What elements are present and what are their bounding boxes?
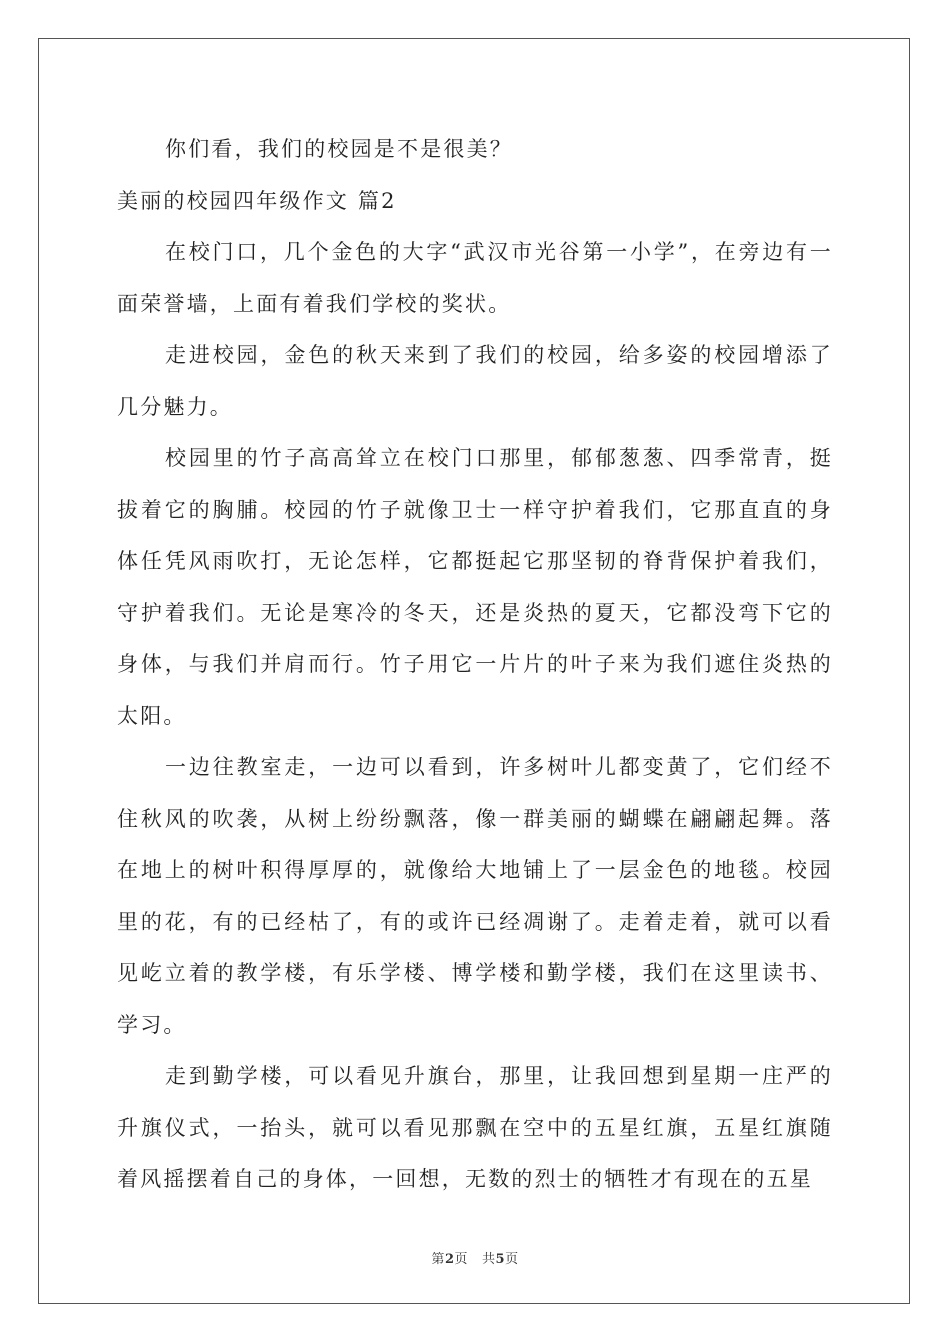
page-footer xyxy=(0,1248,950,1267)
total-pages: 5 xyxy=(495,1252,506,1267)
total-prefix: 共 xyxy=(482,1252,496,1267)
section-heading: 美丽的校园四年级作文 篇2 xyxy=(117,188,397,213)
paragraph-2: 在校门口，几个金色的大字“武汉市光谷第一小学”，在旁边有一面荣誉墙，上面有着我们学校的奖状。 xyxy=(117,240,833,316)
page-prefix: 第 xyxy=(431,1252,445,1267)
paragraph-3: 走进校园，金色的秋天来到了我们的校园，给多姿的校园增添了几分魅力。 xyxy=(117,343,833,419)
paragraph-6: 走到勤学楼，可以看见升旗台，那里，让我回想到星期一庄严的升旗仪式，一抬头，就可以看见那飘在空中的五星红旗，五星红旗随着风摇摆着自己的身体，一回想，无数的烈士的牺牲才有现在的五星 xyxy=(117,1064,833,1191)
paragraph-4: 校园里的竹子高高耸立在校门口那里，郁郁葱葱、四季常青，挺拔着它的胸脯。校园的竹子就像卫士一样守护着我们，它那直直的身体任凭风雨吹打，无论怎样，它都挺起它那坚韧的脊背保护着我们，守护着我们。无论是寒冷的冬天，还是炎热的夏天，它都没弯下它的身体，与我们并肩而行。竹子用它一片片的叶子来为我们遮住炎热的太阳。 xyxy=(117,446,833,728)
paragraph-5: 一边往教室走，一边可以看到，许多树叶儿都变黄了，它们经不住秋风的吹袭，从树上纷纷飘落，像一群美丽的蝴蝶在翩翩起舞。落在地上的树叶积得厚厚的，就像给大地铺上了一层金色的地毯。校园里的花，有的已经枯了，有的或许已经凋谢了。走着走着，就可以看见屹立着的教学楼，有乐学楼、博学楼和勤学楼，我们在这里读书、学习。 xyxy=(117,755,833,1037)
paragraph-1: 你们看，我们的校园是不是很美？ xyxy=(165,137,513,161)
page-number: 2 xyxy=(444,1252,455,1267)
page-suffix: 页 xyxy=(454,1252,468,1267)
total-suffix: 页 xyxy=(505,1252,519,1267)
document-body xyxy=(117,124,833,1206)
